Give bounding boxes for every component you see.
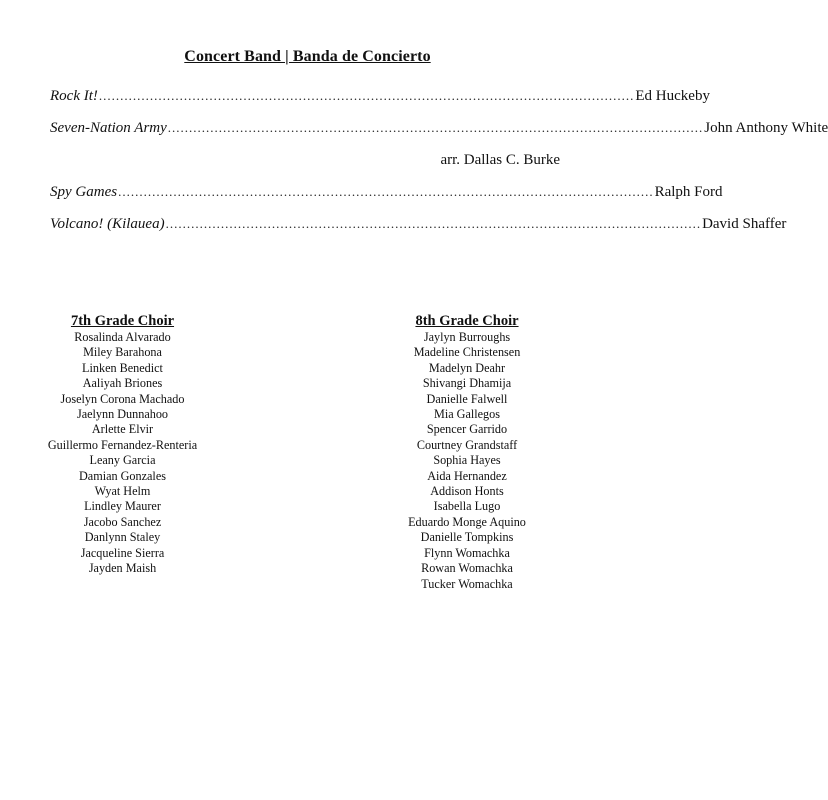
choir-member: Flynn Womachka bbox=[424, 545, 510, 560]
piece-composer: Ralph Ford bbox=[654, 184, 723, 200]
choir-member: Jacqueline Sierra bbox=[80, 545, 165, 560]
choir-member: Linken Benedict bbox=[82, 360, 163, 375]
choir-member: Joselyn Corona Machado bbox=[60, 391, 185, 406]
piece-title: Rock It! bbox=[50, 88, 98, 104]
piece-title: Volcano! (Kilauea) bbox=[50, 216, 165, 232]
dot-leader: .............................................................................................................................. bbox=[165, 216, 702, 231]
choir-member: Addison Honts bbox=[430, 484, 504, 499]
choir-member: Danlynn Staley bbox=[84, 530, 161, 545]
choir-member: Eduardo Monge Aquino bbox=[408, 514, 526, 529]
choir-member: Tucker Womachka bbox=[421, 576, 513, 591]
choir-member: Arlette Elvir bbox=[91, 422, 154, 437]
choir-member: Spencer Garrido bbox=[426, 422, 508, 437]
piece-composer: David Shaffer bbox=[702, 216, 787, 232]
choir-heading: 8th Grade Choir bbox=[415, 313, 519, 329]
seventh-grade-choir bbox=[10, 313, 235, 577]
choir-member: Madelyn Deahr bbox=[428, 360, 506, 375]
choir-member: Jaylyn Burroughs bbox=[423, 330, 511, 344]
choir-member: Miley Barahona bbox=[83, 345, 162, 360]
dot-leader: .............................................................................................................................. bbox=[167, 120, 704, 135]
choir-member: Rowan Womachka bbox=[421, 561, 513, 576]
choir-member: Aaliyah Briones bbox=[82, 376, 163, 391]
choir-heading: 7th Grade Choir bbox=[70, 313, 175, 329]
piece-row bbox=[50, 208, 787, 240]
choir-member: Mia Gallegos bbox=[433, 407, 500, 422]
piece-row bbox=[50, 80, 710, 112]
concert-band-piece-list bbox=[50, 80, 828, 240]
choir-member: Jayden Maish bbox=[88, 561, 157, 576]
choir-member: Lindley Maurer bbox=[84, 499, 161, 514]
choir-member: Madeline Christensen bbox=[413, 345, 521, 360]
piece-composer: John Anthony White bbox=[704, 120, 828, 136]
piece-row bbox=[50, 176, 723, 208]
choir-member: Danielle Falwell bbox=[426, 391, 508, 406]
choir-member: Rosalinda Alvarado bbox=[74, 330, 171, 344]
dot-leader: .............................................................................................................................. bbox=[118, 184, 654, 199]
choir-member: Damian Gonzales bbox=[79, 468, 166, 483]
choir-member: Shivangi Dhamija bbox=[422, 376, 512, 391]
choir-member: Leany Garcia bbox=[89, 453, 156, 468]
choir-member: Wyat Helm bbox=[94, 484, 151, 499]
choir-member: Sophia Hayes bbox=[433, 453, 501, 468]
choir-member: Jacobo Sanchez bbox=[83, 514, 162, 529]
choir-member: Guillermo Fernandez-Renteria bbox=[47, 437, 198, 452]
choir-member: Courtney Grandstaff bbox=[416, 437, 518, 452]
piece-row bbox=[50, 112, 828, 144]
dot-leader: .............................................................................................................................. bbox=[98, 88, 635, 103]
choir-member: Jaelynn Dunnahoo bbox=[76, 407, 169, 422]
piece-title: Spy Games bbox=[50, 184, 118, 200]
concert-band-title: Concert Band | Banda de Concierto bbox=[184, 48, 431, 65]
piece-arranger: arr. Dallas C. Burke bbox=[440, 152, 560, 168]
eighth-grade-choir bbox=[357, 313, 577, 592]
choir-member: Isabella Lugo bbox=[433, 499, 501, 514]
choir-member: Danielle Tompkins bbox=[420, 530, 514, 545]
piece-composer: Ed Huckeby bbox=[635, 88, 710, 104]
choir-member: Aida Hernandez bbox=[427, 468, 507, 483]
piece-title: Seven-Nation Army bbox=[50, 120, 167, 136]
